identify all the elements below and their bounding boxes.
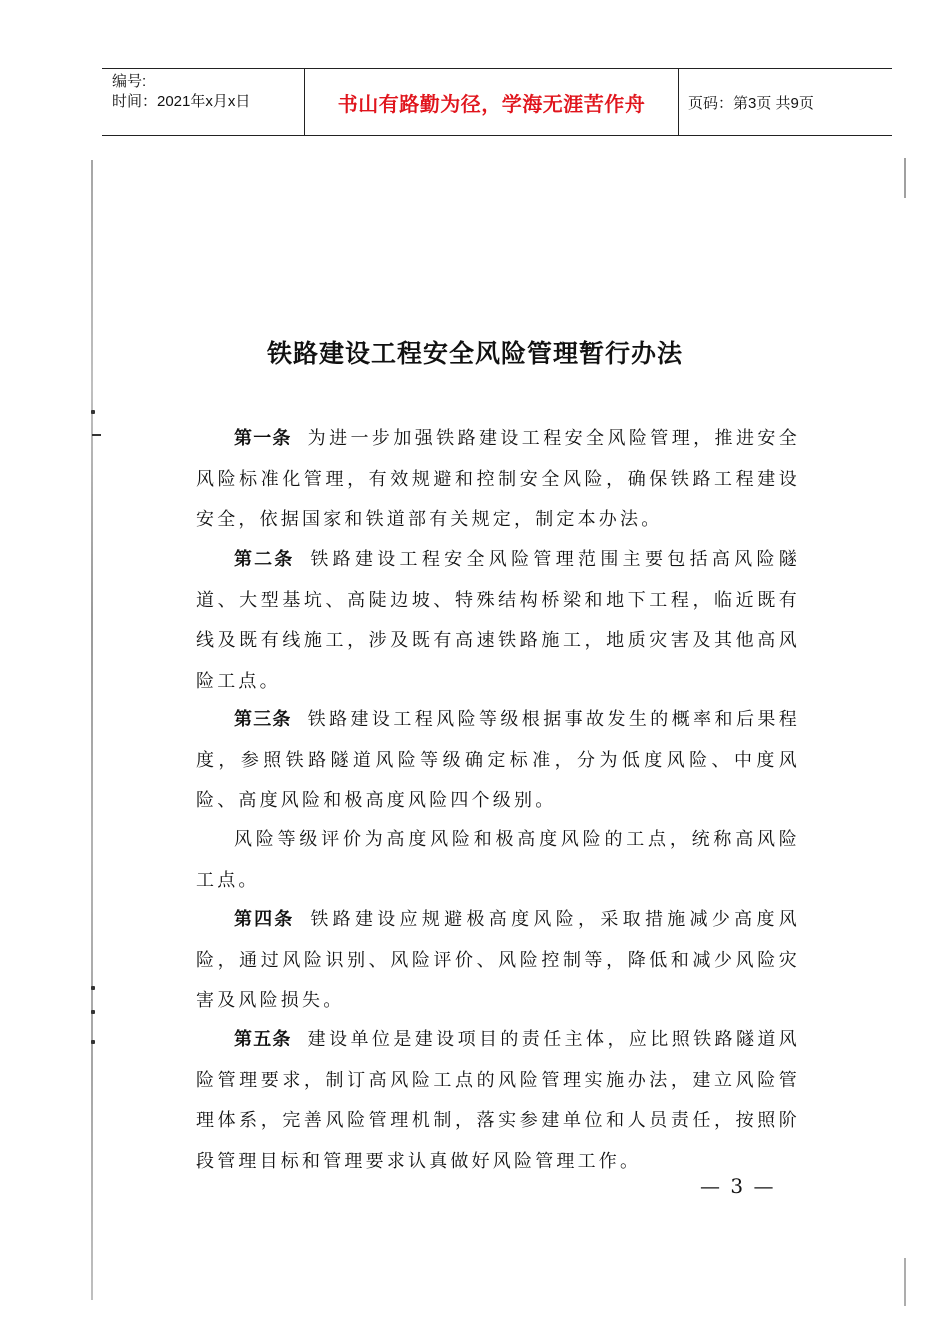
scan-mark [91,986,95,990]
header-page-info: 页码：第3页 共9页 [688,94,814,112]
scan-mark [91,1010,95,1014]
code-label: 编号: [112,73,147,90]
date-line: 时间：2021年x月x日 [112,93,251,110]
scan-mark [92,434,101,436]
scan-edge-right-bottom [904,1258,906,1306]
article-4 [196,900,800,1022]
article-text: 为进一步加强铁路建设工程安全风险管理，推进安全风险标准化管理，有效规避和控制安全风险，确保铁路工程建设安全，依据国家和铁道部有关规定，制定本办法。 [196,428,800,530]
article-heading: 第一条 [234,428,292,449]
article-3 [196,700,800,822]
article-heading: 第二条 [234,549,295,570]
article-text: 风险等级评价为高度风险和极高度风险的工点，统称高风险工点。 [196,829,800,891]
article-1 [196,419,800,541]
article-heading: 第五条 [234,1029,292,1050]
article-heading: 第四条 [234,909,295,930]
article-text: 铁路建设工程风险等级根据事故发生的概率和后果程度，参照铁路隧道风险等级确定标准，分为低度风险、中度风险、高度风险和极高度风险四个级别。 [196,709,800,811]
article-3-continuation [196,820,800,901]
scan-mark [91,1040,95,1044]
article-text: 铁路建设应规避极高度风险，采取措施减少高度风险，通过风险识别、风险评价、风险控制等，降低和减少风险灾害及风险损失。 [196,909,800,1011]
document-title: 铁路建设工程安全风险管理暂行办法 [266,339,683,368]
article-heading: 第三条 [234,709,292,730]
page-number: — 3 — [700,1174,776,1198]
header-meta [102,69,304,135]
article-5 [196,1020,800,1182]
scan-edge-right-top [904,158,906,198]
article-text: 铁路建设工程安全风险管理范围主要包括高风险隧道、大型基坑、高陡边坡、特殊结构桥梁和地下工程，临近既有线及既有线施工，涉及既有高速铁路施工，地质灾害及其他高风险工点。 [196,549,800,692]
scan-mark [91,410,95,414]
header-motto: 书山有路勤为径，学海无涯苦作舟 [304,69,679,135]
article-text: 建设单位是建设项目的责任主体，应比照铁路隧道风险管理要求，制订高风险工点的风险管理实施办法，建立风险管理体系，完善风险管理机制，落实参建单位和人员责任，按照阶段管理目标和管理要求认真做好风险管理工作。 [196,1029,800,1172]
page-header [102,68,892,136]
article-2 [196,540,800,702]
scan-edge-left [91,160,93,1300]
